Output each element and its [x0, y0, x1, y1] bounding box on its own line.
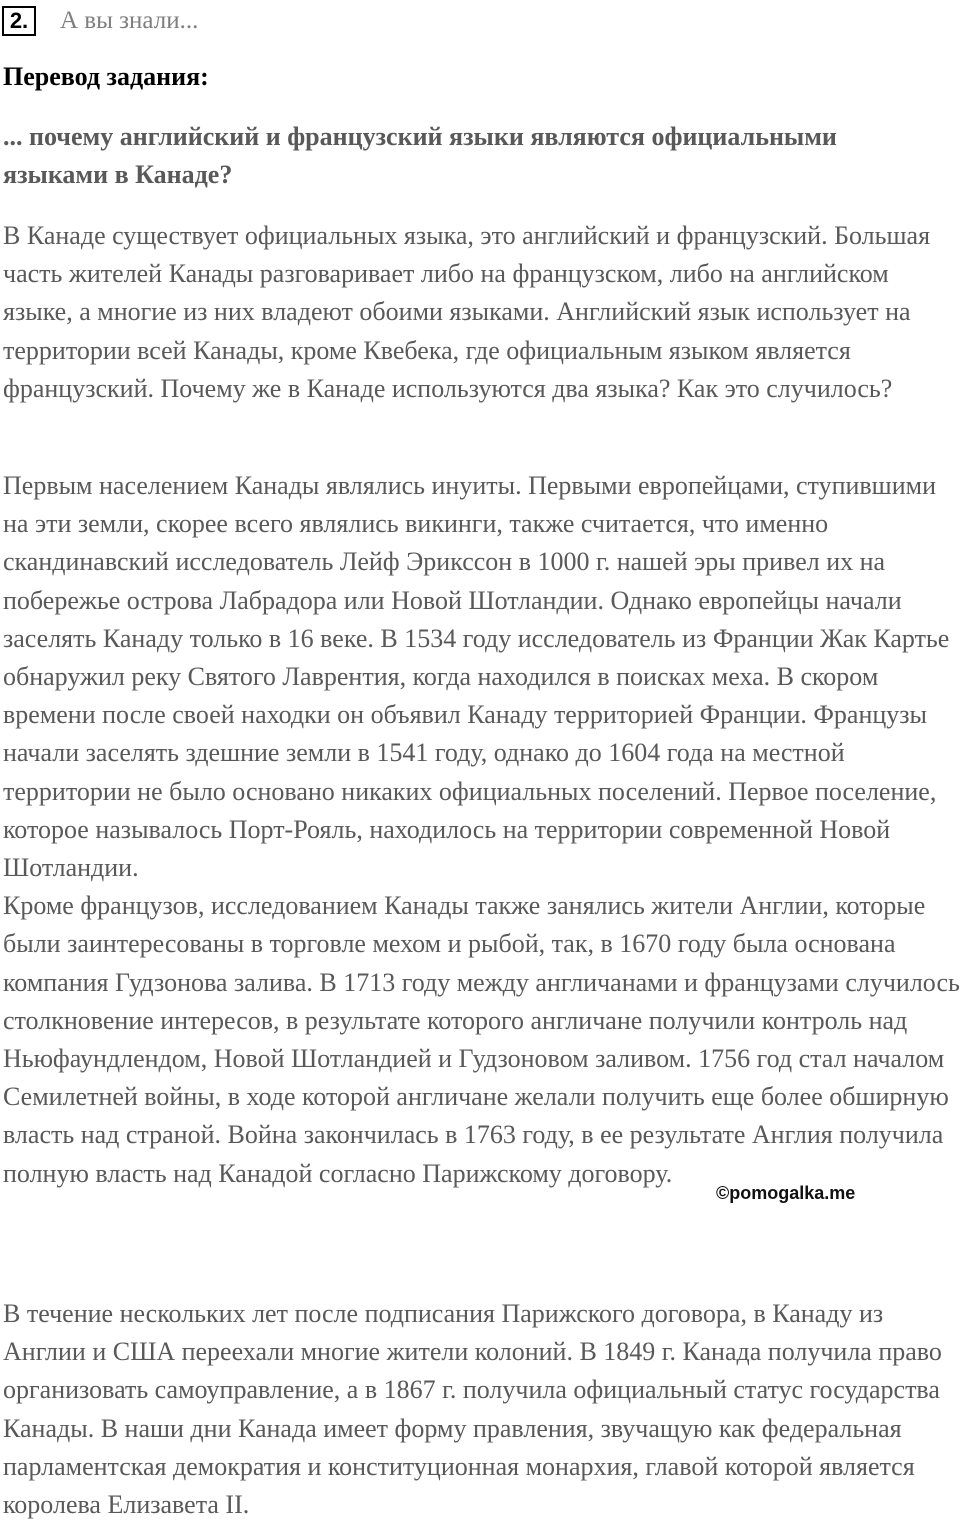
paragraph-1: В Канаде существует официальных языка, это английский и французский. Большая часть жителей Канады разговаривает либо на французском, либо на английском языке, а многие из них владеют обоими языками. Английский язык использует на территории всей Канады, кроме Квебека, где официальным языком является французский. Почему же в Канаде используются два языка? Как это случилось?	[3, 221, 931, 403]
question-text: ... почему английский и французский языки являются официальными языками в Канаде?	[3, 122, 837, 189]
section-title: Перевод задания:	[3, 62, 209, 91]
paragraph-2	[3, 467, 960, 1193]
paragraph-3: В течение нескольких лет после подписания Парижского договора, в Канаду из Англии и США переехали многие жители колоний. В 1849 г. Канада получила право организовать самоуправление, а в 1867 г. получила официальный статус государства Канады. В наши дни Канада имеет форму правления, звучащую как федеральная парламентская демократия и конституционная монархия, главой которой является королева Елизавета II.	[3, 1299, 942, 1520]
paragraph-2-part-1: Первым населением Канады являлись инуиты. Первыми европейцами, ступившими на эти земли, скорее всего являлись викинги, также считается, что именно скандинавский исследователь Лейф Эрикссон в 1000 г. нашей эры привел их на побережье острова Лабрадора или Новой Шотландии. Однако европейцы начали заселять Канаду только в 16 веке. В 1534 году исследователь из Франции Жак Картье обнаружил реку Святого Лаврентия, когда находился в поисках меха. В скором времени после своей находки он объявил Канаду территорией Франции. Французы начали заселять здешние земли в 1541 году, однако до 1604 года на местной территории не было основано никаких официальных поселений. Первое поселение, которое называлось Порт-Рояль, находилось на территории современной Новой Шотландии.	[3, 471, 950, 883]
task-number-box: 2.	[2, 6, 36, 36]
watermark: ©pomogalka.me	[716, 1183, 856, 1203]
task-title: А вы знали...	[60, 7, 199, 34]
paragraph-2-part-2: Кроме французов, исследованием Канады также занялись жители Англии, которые были заинтересованы в торговле мехом и рыбой, так, в 1670 году была основана компания Гудзонова залива. В 1713 году между англичанами и французами случилось столкновение интересов, в результате которого англичане получили контроль над Ньюфаундлендом, Новой Шотландией и Гудзоновом заливом. 1756 год стал началом Семилетней войны, в ходе которой англичане желали получить еще более обширную власть над страной. Война закончилась в 1763 году, в ее результате Англия получила полную власть над Канадой согласно Парижскому договору.	[3, 891, 960, 1188]
task-header	[2, 4, 198, 38]
